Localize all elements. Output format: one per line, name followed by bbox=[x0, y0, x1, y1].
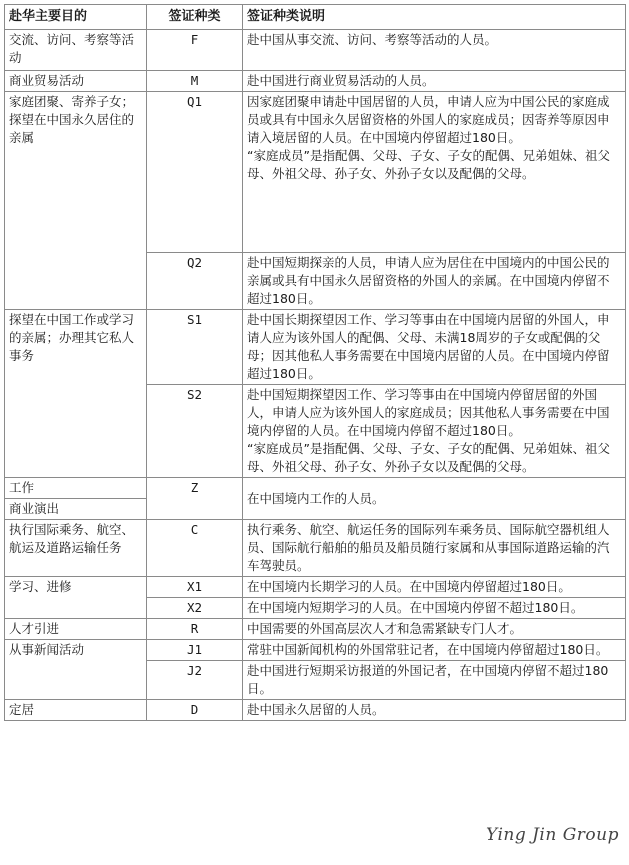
description-text: 因家庭团聚申请赴中国居留的人员，申请人应为中国公民的家庭成员或具有中国永久居留资格的外国人的家庭成员；因寄养等原因申请入境居留的人员。在中国境内停留超过180日。 bbox=[247, 94, 610, 145]
table-row-F bbox=[5, 30, 626, 71]
description-cell bbox=[243, 385, 626, 478]
purpose-cell: 交流、访问、考察等活动 bbox=[5, 30, 147, 71]
description-cell: 在中国境内短期学习的人员。在中国境内停留不超过180日。 bbox=[243, 598, 626, 619]
description-cell: 赴中国短期探亲的人员，申请人应为居住在中国境内的中国公民的亲属或具有中国永久居留资格的外国人的亲属。在中国境内停留不超过180日。 bbox=[243, 253, 626, 310]
visa-code-J1: J1 bbox=[147, 640, 243, 661]
visa-code-Q2: Q2 bbox=[147, 253, 243, 310]
purpose-work: 工作 bbox=[5, 478, 146, 499]
description-cell: 赴中国永久居留的人员。 bbox=[243, 700, 626, 721]
table-row-J1 bbox=[5, 640, 626, 661]
visa-code-X1: X1 bbox=[147, 577, 243, 598]
family-member-note: “家庭成员”是指配偶、父母、子女、子女的配偶、兄弟姐妹、祖父母、外祖父母、孙子女、外孙子女以及配偶的父母。 bbox=[247, 441, 610, 474]
visa-type-table bbox=[4, 4, 626, 721]
table-row-Z bbox=[5, 478, 626, 520]
header-visa-type: 签证种类 bbox=[147, 5, 243, 30]
family-member-note: “家庭成员”是指配偶、父母、子女、子女的配偶、兄弟姐妹、祖父母、外祖父母、孙子女、外孙子女以及配偶的父母。 bbox=[247, 148, 610, 181]
visa-code-X2: X2 bbox=[147, 598, 243, 619]
visa-code-S2: S2 bbox=[147, 385, 243, 478]
visa-code-F: F bbox=[147, 30, 243, 71]
visa-code-Z: Z bbox=[147, 478, 243, 520]
table-row-R bbox=[5, 619, 626, 640]
purpose-cell: 从事新闻活动 bbox=[5, 640, 147, 700]
description-text: 赴中国短期探望因工作、学习等事由在中国境内停留居留的外国人，申请人应为该外国人的家庭成员；因其他私人事务需要在中国境内停留的人员。在中国境内停留不超过180日。 bbox=[247, 387, 610, 438]
purpose-cell: 学习、进修 bbox=[5, 577, 147, 619]
purpose-cell: 定居 bbox=[5, 700, 147, 721]
purpose-cell: 人才引进 bbox=[5, 619, 147, 640]
description-cell: 赴中国进行商业贸易活动的人员。 bbox=[243, 71, 626, 92]
purpose-cell: 家庭团聚、寄养子女；探望在中国永久居住的亲属 bbox=[5, 92, 147, 310]
table-row-S1 bbox=[5, 310, 626, 385]
description-cell: 常驻中国新闻机构的外国常驻记者，在中国境内停留超过180日。 bbox=[243, 640, 626, 661]
description-cell: 中国需要的外国高层次人才和急需紧缺专门人才。 bbox=[243, 619, 626, 640]
table-row-Q1 bbox=[5, 92, 626, 253]
description-cell bbox=[243, 92, 626, 253]
visa-code-J2: J2 bbox=[147, 661, 243, 700]
visa-code-S1: S1 bbox=[147, 310, 243, 385]
purpose-cell: 执行国际乘务、航空、航运及道路运输任务 bbox=[5, 520, 147, 577]
header-visa-description: 签证种类说明 bbox=[243, 5, 626, 30]
purpose-cell bbox=[5, 478, 147, 520]
description-cell: 赴中国从事交流、访问、考察等活动的人员。 bbox=[243, 30, 626, 71]
company-watermark: Ying Jin Group bbox=[486, 825, 619, 845]
description-cell: 赴中国长期探望因工作、学习等事由在中国境内居留的外国人，申请人应为该外国人的配偶、父母、未满18周岁的子女或配偶的父母；因其他私人事务需要在中国境内居留的人员。在中国境内停留超过180日。 bbox=[243, 310, 626, 385]
visa-code-C: C bbox=[147, 520, 243, 577]
table-row-M bbox=[5, 71, 626, 92]
purpose-cell: 商业贸易活动 bbox=[5, 71, 147, 92]
purpose-commercial-performance: 商业演出 bbox=[9, 501, 60, 516]
table-row-X1 bbox=[5, 577, 626, 598]
purpose-cell: 探望在中国工作或学习的亲属；办理其它私人事务 bbox=[5, 310, 147, 478]
description-cell: 执行乘务、航空、航运任务的国际列车乘务员、国际航空器机组人员、国际航行船舶的船员及船员随行家属和从事国际道路运输的汽车驾驶员。 bbox=[243, 520, 626, 577]
description-cell: 在中国境内长期学习的人员。在中国境内停留超过180日。 bbox=[243, 577, 626, 598]
visa-code-R: R bbox=[147, 619, 243, 640]
table-header-row bbox=[5, 5, 626, 30]
table-row-D bbox=[5, 700, 626, 721]
visa-code-D: D bbox=[147, 700, 243, 721]
header-purpose: 赴华主要目的 bbox=[5, 5, 147, 30]
description-cell: 在中国境内工作的人员。 bbox=[243, 478, 626, 520]
table-row-C bbox=[5, 520, 626, 577]
description-cell: 赴中国进行短期采访报道的外国记者，在中国境内停留不超过180日。 bbox=[243, 661, 626, 700]
visa-code-M: M bbox=[147, 71, 243, 92]
visa-code-Q1: Q1 bbox=[147, 92, 243, 253]
